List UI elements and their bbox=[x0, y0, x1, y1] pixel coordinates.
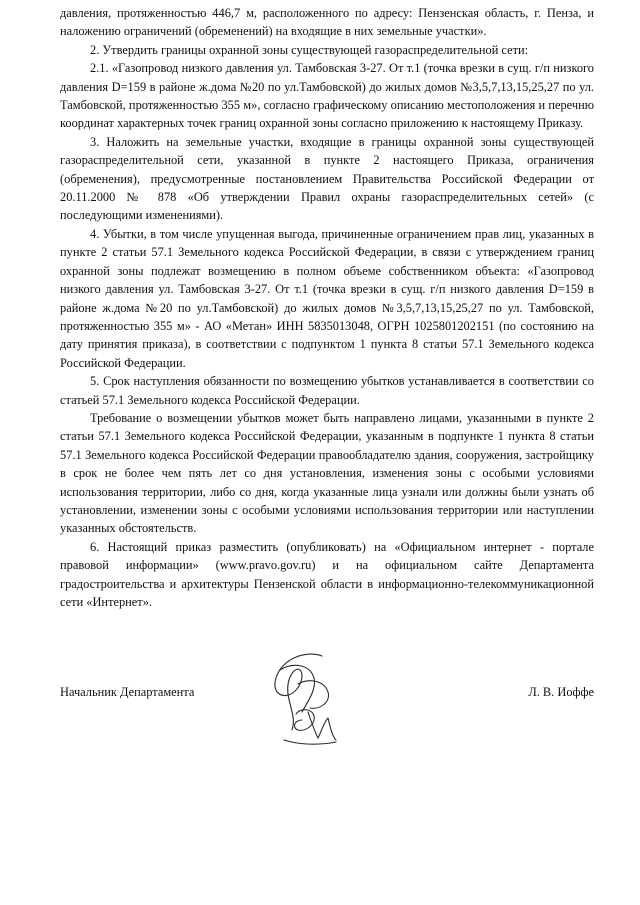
signatory-name: Л. В. Иоффе bbox=[528, 685, 594, 699]
paragraph-item-5: 5. Срок наступления обязанности по возмещению убытков устанавливается в соответствии со статьей 57.1 Земельного кодекса Российской Федерации. bbox=[60, 374, 594, 407]
document-body bbox=[60, 4, 594, 611]
paragraph-continuation: давления, протяженностью 446,7 м, расположенного по адресу: Пензенская область, г. Пенза, и наложению ограничений (обременений) на входящие в них земельные участки». bbox=[60, 6, 594, 39]
handwritten-signature bbox=[262, 648, 352, 760]
paragraph-item-3: 3. Наложить на земельные участки, входящие в границы охранной зоны существующей газораспределительной сети, указанной в пункте 2 настоящего Приказа, ограничения (обременения), предусмотренные постановлением Правительства Российской Федерации от 20.11.2000 № 878 «Об утверждении Правил охраны газораспределительных сетей» (с последующими изменениями). bbox=[60, 134, 594, 223]
paragraph-damages-claim: Требование о возмещении убытков может быть направлено лицами, указанными в пункте 2 статьи 57.1 Земельного кодекса Российской Федерации, указанным в подпункте 1 пункта 8 статьи 57.1 Земельного кодекса Российской Федерации правообладателю здания, сооружения, застройщику в срок не более чем пять лет со дня установления, изменения зоны с особыми условиями использования территории, либо со дня, когда указанные лица узнали или должны были узнать об установлении, изменении зоны с особыми условиями использования территории или наступлении указанных обстоятельств. bbox=[60, 410, 594, 536]
signatory-title: Начальник Департамента bbox=[60, 685, 195, 699]
paragraph-item-6: 6. Настоящий приказ разместить (опубликовать) на «Официальном интернет - портале правовой информации» (www.pravo.gov.ru) и на официальном сайте Департамента градостроительства и архитектуры Пензенской области в информационно-телекоммуникационной сети «Интернет». bbox=[60, 539, 594, 609]
paragraph-item-2: 2. Утвердить границы охранной зоны существующей газораспределительной сети: bbox=[90, 42, 529, 57]
paragraph-item-4: 4. Убытки, в том числе упущенная выгода, причиненные ограничением прав лиц, указанных в пункте 2 статьи 57.1 Земельного кодекса Российской Федерации, в связи с утверждением границ охранной зоны подлежат возмещению в полном объеме собственником объекта: «Газопровод низкого давления ул. Тамбовская 3-27. От т.1 (точка врезки в сущ. г/п низкого давления D=159 в районе ж.дома №20 по ул.Тамбовской) до жилых домов №3,5,7,13,15,25,27 по ул. Тамбовской, протяженностью 355 м» - АО «Метан» ИНН 5835013048, ОГРН 1025801202151 (по состоянию на дату принятия приказа), в соответствии с подпунктом 1 пункта 8 статьи 57.1 Земельного кодекса Российской Федерации. bbox=[60, 226, 594, 370]
paragraph-item-2-1: 2.1. «Газопровод низкого давления ул. Тамбовская 3-27. От т.1 (точка врезки в сущ. г/п низкого давления D=159 в районе ж.дома №20 по ул.Тамбовской) до жилых домов №3,5,7,13,15,25,27 по ул. Тамбовской, протяженностью 355 м», согласно графическому описанию местоположения и перечню координат характерных точек границ охранной зоны согласно приложению к настоящему Приказу. bbox=[60, 61, 594, 131]
